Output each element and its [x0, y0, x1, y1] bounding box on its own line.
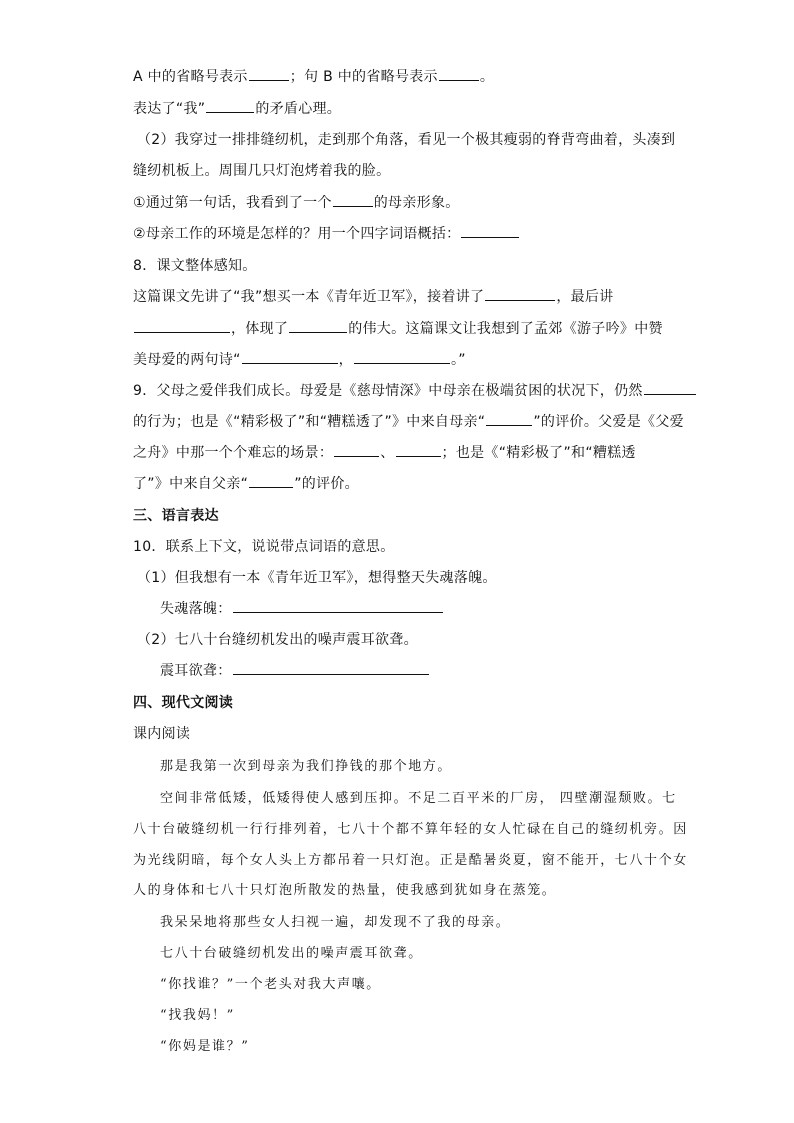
q9-l2-text-a: 的行为；也是《“精彩极了”和“糟糕透了”》中来自母亲“ [133, 414, 486, 430]
q7-line1-text-c: 。 [479, 69, 495, 85]
answer-blank[interactable] [485, 286, 555, 301]
passage-paragraph-2-line-3: 为光线阴暗，每个女人头上方都吊着一只灯泡。正是酷暑炎夏，窗不能开，七八十个女 [133, 853, 688, 868]
q9-l3-text-b: 、 [380, 445, 395, 461]
answer-blank[interactable] [289, 318, 347, 333]
q7-line2-text-a: 表达了“我” [133, 101, 206, 117]
q8-l1-text-a: 这篇课文先讲了“我”想买一本《青年近卫军》，接着讲了 [133, 289, 485, 305]
q7-sub2-text-a: ②母亲工作的环境是怎样的？用一个四字词语概括： [133, 226, 461, 242]
q9-l2-text-b: ”的评价。父爱是《父爱 [533, 414, 684, 430]
q9-line-1 [133, 380, 697, 400]
q8-line-1 [133, 286, 614, 306]
answer-blank[interactable] [486, 411, 532, 426]
answer-blank[interactable] [334, 442, 379, 457]
passage-paragraph-4: 七八十台破缝纫机发出的噪声震耳欲聋。 [160, 946, 423, 961]
q8-line-3 [133, 349, 466, 369]
answer-blank[interactable] [233, 598, 443, 613]
q10-title: 10．联系上下文，说说带点词语的意思。 [133, 539, 395, 555]
passage-paragraph-5: “你找谁？”一个老头对我大声嚷。 [160, 977, 381, 992]
q8-l3-text-a: 美母爱的两句诗“ [133, 352, 241, 368]
q7-sub-question-1 [133, 192, 460, 212]
answer-blank[interactable] [249, 66, 289, 81]
q8-l2-text-a: ，体现了 [231, 321, 289, 337]
q10-item-1-answer [160, 598, 444, 618]
q7-line-1 [133, 66, 494, 86]
passage-paragraph-3: 我呆呆地将那些女人扫视一遍，却发现不了我的母亲。 [160, 915, 511, 930]
q10-item-2-answer [160, 660, 430, 680]
passage-paragraph-2-line-1: 空间非常低矮，低矮得使人感到压抑。不足二百平米的厂房， 四壁潮湿颓败。七 [160, 791, 677, 806]
q8-l2-text-b: 的伟大。这篇课文让我想到了孟郊《游子吟》中赞 [348, 321, 663, 337]
q9-l1-text-a: 9．父母之爱伴我们成长。母爱是《慈母情深》中母亲在极端贫困的状况下，仍然 [133, 383, 643, 399]
answer-blank[interactable] [242, 349, 338, 364]
q9-l3-text-c: ；也是《“精彩极了”和“糟糕透 [441, 445, 636, 461]
q7-sub-question-2 [133, 223, 520, 243]
passage-paragraph-6: “找我妈！” [160, 1008, 235, 1023]
q9-line-3 [133, 442, 636, 462]
q10-item2-label: 震耳欲聋： [160, 663, 232, 679]
answer-blank[interactable] [233, 660, 429, 675]
q9-l4-text-a: 了”》中来自父亲“ [133, 476, 249, 492]
answer-blank[interactable] [461, 223, 519, 238]
q7-line-2 [133, 98, 341, 118]
answer-blank[interactable] [354, 349, 450, 364]
q8-l3-text-c: 。” [450, 352, 466, 368]
q7-line1-text-a: A 中的省略号表示 [133, 69, 248, 85]
answer-blank[interactable] [439, 66, 479, 81]
section-4-title: 四、现代文阅读 [133, 695, 234, 711]
section-4-subtitle: 课内阅读 [133, 726, 191, 742]
q9-line-2 [133, 411, 684, 431]
passage-paragraph-2-line-4: 人的身体和七八十只灯泡所散发的热量，使我感到犹如身在蒸笼。 [133, 883, 557, 898]
section-3-title: 三、语言表达 [133, 508, 219, 524]
q7-line2-text-b: 的矛盾心理。 [255, 101, 342, 117]
answer-blank[interactable] [644, 380, 696, 395]
passage-paragraph-1: 那是我第一次到母亲为我们挣钱的那个地方。 [160, 759, 453, 774]
q9-line-4 [133, 473, 359, 493]
q7-sub1-text-a: ①通过第一句话，我看到了一个 [133, 195, 332, 211]
answer-blank[interactable] [249, 473, 293, 488]
q8-l3-text-b: ， [338, 352, 353, 368]
q8-line-2 [133, 318, 663, 338]
answer-blank[interactable] [396, 442, 441, 457]
q10-item-1: （1）但我想有一本《青年近卫军》，想得整天失魂落魄。 [137, 570, 497, 586]
q7-paragraph-2-line-1: （2）我穿过一排排缝纫机，走到那个角落，看见一个极其瘦弱的脊背弯曲着，头凑到 [137, 132, 676, 148]
q9-l3-text-a: 之舟》中那一个个难忘的场景： [133, 445, 334, 461]
answer-blank[interactable] [333, 192, 373, 207]
answer-blank[interactable] [134, 318, 230, 333]
q10-item-2: （2）七八十台缝纫机发出的噪声震耳欲聋。 [137, 632, 418, 648]
passage-paragraph-2-line-2: 八十台破缝纫机一行行排列着，七八十个都不算年轻的女人忙碌在自己的缝纫机旁。因 [133, 822, 688, 837]
passage-paragraph-7: “你妈是谁？” [160, 1039, 250, 1054]
answer-blank[interactable] [206, 98, 254, 113]
q10-item1-label: 失魂落魄： [160, 601, 232, 617]
q7-paragraph-2-line-2: 缝纫机板上。周围几只灯泡烤着我的脸。 [133, 163, 391, 179]
q7-sub1-text-b: 的母亲形象。 [373, 195, 460, 211]
q9-l4-text-b: ”的评价。 [294, 476, 359, 492]
q7-line1-text-b: ；句 B 中的省略号表示 [289, 69, 438, 85]
q8-title: 8．课文整体感知。 [133, 258, 257, 274]
q8-l1-text-b: ，最后讲 [556, 289, 614, 305]
